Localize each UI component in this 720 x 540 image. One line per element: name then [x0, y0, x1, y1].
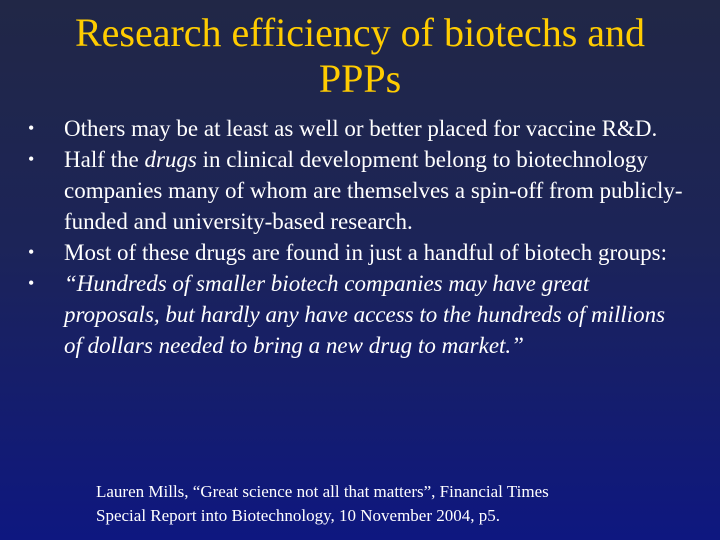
bullet-text-before: Half the [64, 147, 145, 172]
bullet-list [28, 113, 688, 361]
bullet-icon: • [28, 242, 35, 262]
bullet-item [28, 268, 688, 361]
slide-title-line-1: Research efficiency of biotechs and [74, 10, 646, 55]
bullet-quote-text: “Hundreds of smaller biotech companies may have great proposals, but hardly any have access to the hundreds of millions of dollars needed to bring a new drug to market.” [64, 271, 666, 358]
citation-line-1: Lauren Mills, “Great science not all that matters”, Financial Times [96, 482, 549, 501]
bullet-icon: • [28, 149, 35, 169]
bullet-icon: • [28, 118, 35, 138]
citation [96, 480, 696, 528]
bullet-text-after: in clinical development belong to biotechnology companies many of whom are themselves a spin-off from publicly-funded and university-based research. [64, 147, 683, 234]
slide-title [20, 10, 700, 102]
bullet-item [28, 237, 688, 268]
citation-line-2: Special Report into Biotechnology, 10 November 2004, p5. [96, 506, 500, 525]
bullet-text-emphasis: drugs [144, 147, 197, 172]
bullet-item [28, 144, 688, 237]
bullet-text: Others may be at least as well or better placed for vaccine R&D. [64, 116, 658, 141]
slide-title-line-2: PPPs [318, 56, 402, 101]
bullet-item [28, 113, 688, 144]
bullet-text: Most of these drugs are found in just a handful of biotech groups: [64, 240, 667, 265]
bullet-icon: • [28, 273, 35, 293]
